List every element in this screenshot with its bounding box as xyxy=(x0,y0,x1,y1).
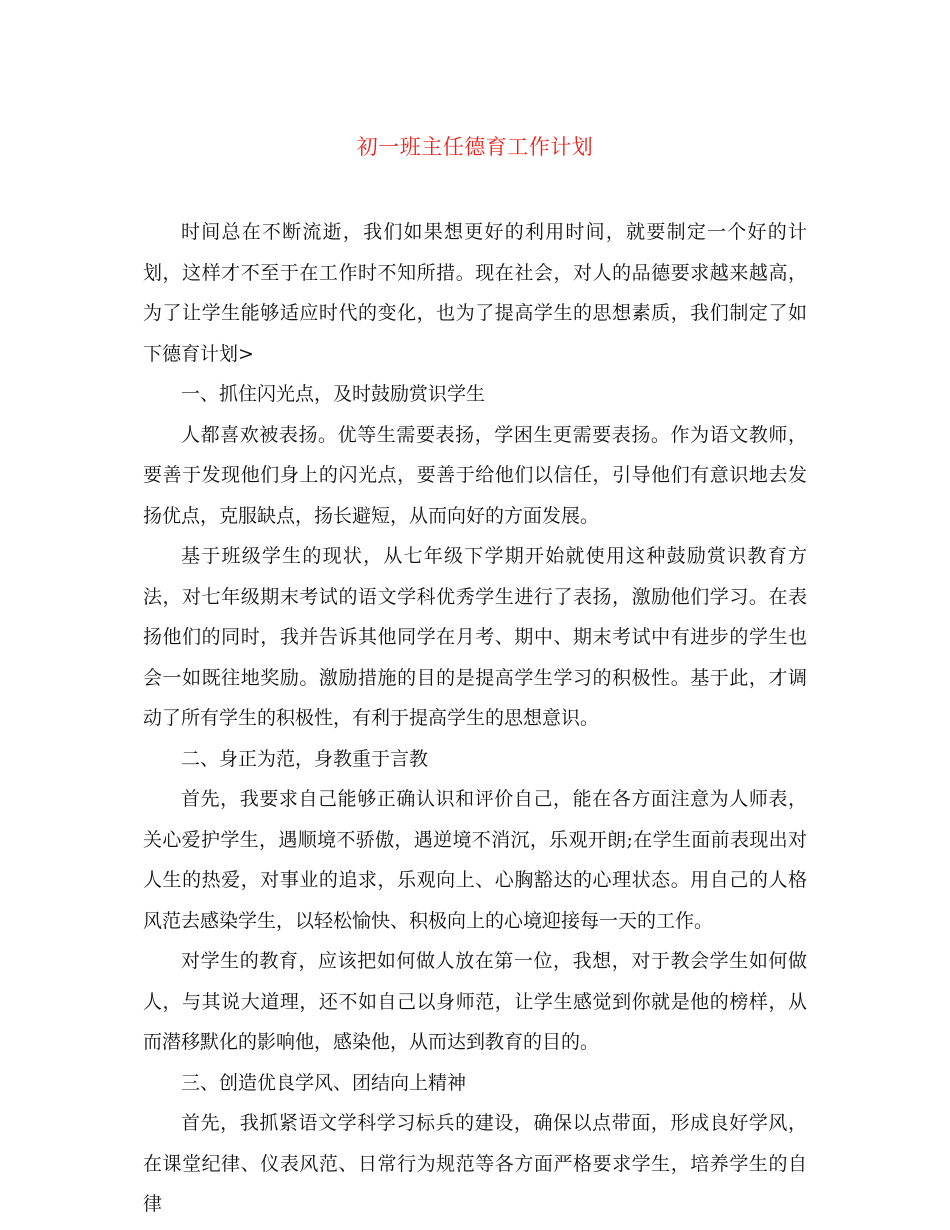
paragraph: 基于班级学生的现状，从七年级下学期开始就使用这种鼓励赏识教育方法，对七年级期末考试的语文学科优秀学生进行了表扬，激励他们学习。在表扬他们的同时，我并告诉其他同学在月考、期中、期末考试中有进步的学生也会一如既往地奖励。激励措施的目的是提高学生学习的积极性。基于此，才调动了所有学生的积极性，有利于提高学生的思想意识。 xyxy=(143,545,807,729)
document-title: 初一班主任德育工作计划 xyxy=(356,135,594,159)
document-body xyxy=(143,212,807,1225)
paragraph: 首先，我要求自己能够正确认识和评价自己，能在各方面注意为人师表，关心爱护学生，遇顺境不骄傲，遇逆境不消沉，乐观开朗;在学生面前表现出对人生的热爱，对事业的追求，乐观向上、心胸豁达的心理状态。用自己的人格风范去感染学生，以轻松愉快、积极向上的心境迎接每一天的工作。 xyxy=(143,788,807,932)
paragraph-intro: 时间总在不断流逝，我们如果想更好的利用时间，就要制定一个好的计划，这样才不至于在工作时不知所措。现在社会，对人的品德要求越来越高，为了让学生能够适应时代的变化，也为了提高学生的思想素质，我们制定了如下德育计划> xyxy=(143,221,807,365)
paragraph: 人都喜欢被表扬。优等生需要表扬，学困生更需要表扬。作为语文教师，要善于发现他们身上的闪光点，要善于给他们以信任，引导他们有意识地去发扬优点，克服缺点，扬长避短，从而向好的方面发展。 xyxy=(143,423,807,527)
section-heading-3: 三、创造优良学风、团结向上精神 xyxy=(181,1071,467,1094)
paragraph: 对学生的教育，应该把如何做人放在第一位，我想，对于教会学生如何做人，与其说大道理，还不如自己以身师范，让学生感觉到你就是他的榜样，从而潜移默化的影响他，感染他，从而达到教育的目的。 xyxy=(143,950,807,1053)
paragraph: 首先，我抓紧语文学科学习标兵的建设，确保以点带面，形成良好学风，在课堂纪律、仪表风范、日常行为规范等各方面严格要求学生，培养学生的自律 xyxy=(143,1112,807,1215)
section-heading-1: 一、抓住闪光点，及时鼓励赏识学生 xyxy=(181,383,486,405)
section-heading-2: 二、身正为范，身教重于言教 xyxy=(181,747,429,770)
